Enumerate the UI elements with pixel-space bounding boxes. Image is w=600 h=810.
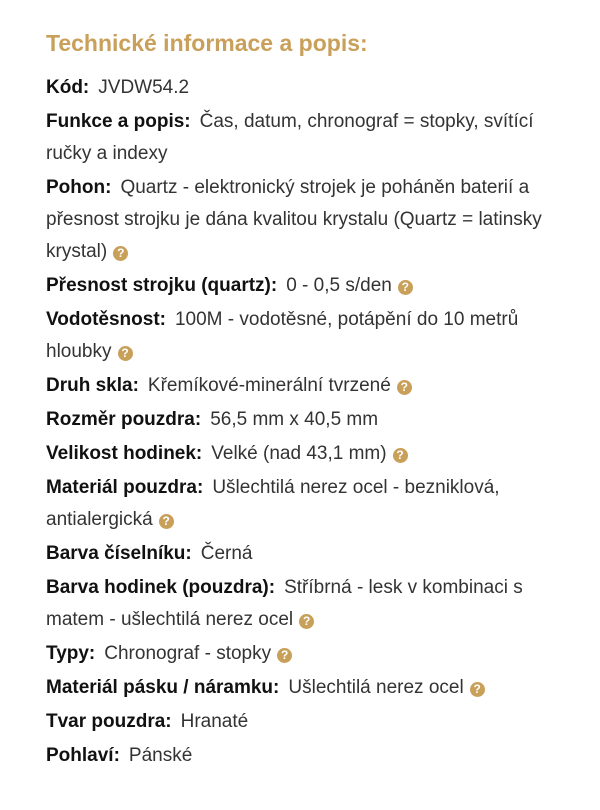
spec-value: Křemíkové-minerální tvrzené	[147, 375, 391, 396]
spec-label: Vodotěsnost:	[46, 309, 166, 330]
spec-value: JVDW54.2	[98, 77, 190, 98]
spec-row-vodotesnost	[46, 304, 554, 368]
spec-value: Stříbrná - lesk v kombinaci s matem - ušlechtilá nerez ocel	[46, 577, 523, 630]
spec-value: 0 - 0,5 s/den	[286, 275, 392, 296]
spec-row-kod	[46, 72, 554, 104]
question-circle-icon[interactable]: ?	[470, 682, 485, 697]
spec-value: Hranaté	[180, 711, 249, 732]
question-circle-icon[interactable]: ?	[113, 246, 128, 261]
spec-row-material-pasku	[46, 672, 554, 704]
question-circle-icon[interactable]: ?	[118, 346, 133, 361]
question-circle-icon[interactable]: ?	[397, 380, 412, 395]
question-circle-icon[interactable]: ?	[393, 448, 408, 463]
spec-label: Pohon:	[46, 177, 112, 198]
spec-label: Druh skla:	[46, 375, 139, 396]
question-circle-icon[interactable]: ?	[159, 514, 174, 529]
spec-row-druh-skla	[46, 370, 554, 402]
spec-row-material-pouzdra	[46, 472, 554, 536]
spec-label: Velikost hodinek:	[46, 443, 203, 464]
spec-label: Rozměr pouzdra:	[46, 409, 202, 430]
spec-list	[46, 72, 554, 772]
spec-row-velikost	[46, 438, 554, 470]
spec-row-barva-ciselniku	[46, 538, 554, 570]
spec-row-tvar	[46, 706, 554, 738]
spec-value: 100M - vodotěsné, potápění do 10 metrů hloubky	[46, 309, 519, 362]
spec-label: Kód:	[46, 77, 90, 98]
question-circle-icon[interactable]: ?	[277, 648, 292, 663]
question-circle-icon[interactable]: ?	[299, 614, 314, 629]
spec-value: Ušlechtilá nerez ocel - bezniklová, antialergická	[46, 477, 500, 530]
spec-value: Chronograf - stopky	[104, 643, 272, 664]
spec-row-barva-hodinek	[46, 572, 554, 636]
spec-value: Quartz - elektronický strojek je poháněn baterií a přesnost strojku je dána kvalitou krystalu (Quartz = latinsky krystal)	[46, 177, 542, 262]
spec-value: Ušlechtilá nerez ocel	[288, 677, 464, 698]
spec-label: Materiál pásku / náramku:	[46, 677, 280, 698]
section-title: Technické informace a popis:	[46, 30, 368, 56]
spec-value: 56,5 mm x 40,5 mm	[210, 409, 379, 430]
spec-value: Černá	[200, 543, 253, 564]
spec-row-funkce	[46, 106, 554, 170]
spec-label: Pohlaví:	[46, 745, 120, 766]
spec-row-rozmer	[46, 404, 554, 436]
spec-row-typy	[46, 638, 554, 670]
spec-value: Pánské	[128, 745, 193, 766]
spec-value: Velké (nad 43,1 mm)	[211, 443, 387, 464]
spec-label: Materiál pouzdra:	[46, 477, 204, 498]
spec-row-pohon	[46, 172, 554, 268]
spec-row-pohlavi	[46, 740, 554, 772]
spec-label: Barva číselníku:	[46, 543, 192, 564]
spec-label: Přesnost strojku (quartz):	[46, 275, 278, 296]
spec-value: Čas, datum, chronograf = stopky, svítící ručky a indexy	[46, 111, 534, 164]
question-circle-icon[interactable]: ?	[398, 280, 413, 295]
spec-label: Tvar pouzdra:	[46, 711, 172, 732]
spec-label: Typy:	[46, 643, 96, 664]
spec-label: Funkce a popis:	[46, 111, 191, 132]
spec-label: Barva hodinek (pouzdra):	[46, 577, 276, 598]
spec-row-presnost	[46, 270, 554, 302]
